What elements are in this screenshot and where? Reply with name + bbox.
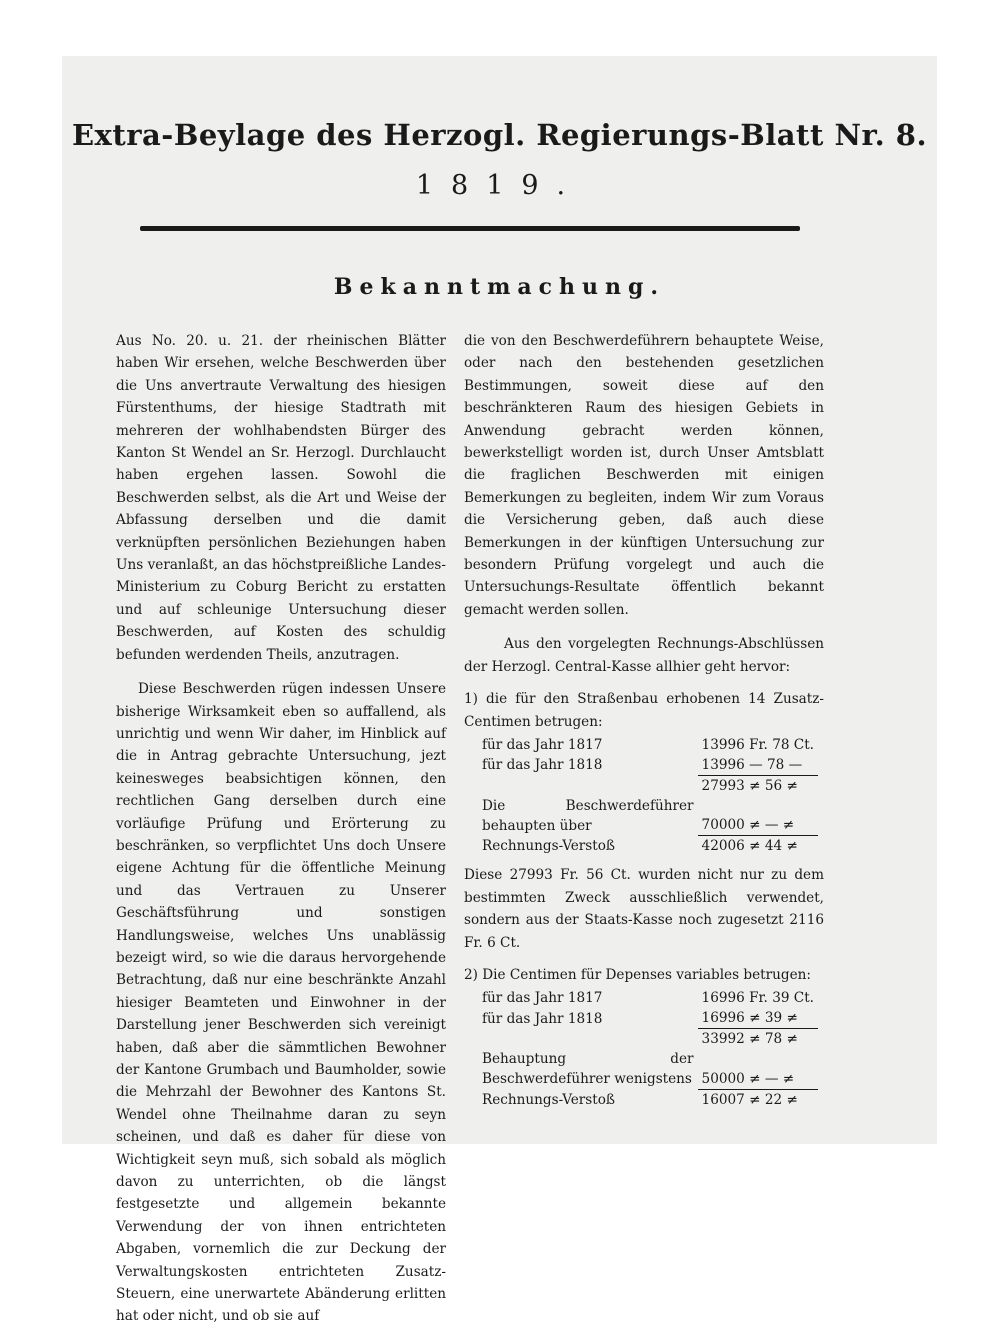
table-row: 27993 ≠ 56 ≠ — [478, 775, 818, 796]
item-1-heading: 1) die für den Straßenbau erhobenen 14 Zusatz-Centimen betrugen: — [464, 691, 824, 730]
paragraph-continuation: die von den Beschwerdeführern behauptete Weise, oder nach den bestehenden gesetzlichen Bestimmungen, soweit diese auf den beschränkteren Raum des hiesigen Gebiets in Anwendung gebracht werden können, bewerkstelligt worden ist, durch Unser Amtsblatt die fraglichen Beschwerden mit einigen Bemerkungen zu begleiten, indem Wir zum Voraus die Versicherung geben, daß auch diese Bemerkungen in der künftigen Untersuchung zur besondern Prüfung vorgelegt und auch die Untersuchungs-Resultate öffentlich bekannt gemacht werden sollen. — [464, 333, 824, 618]
year-line: 1819. — [415, 170, 584, 201]
item-2-heading: 2) Die Centimen für Depenses variables betrugen: — [464, 967, 811, 984]
announcement-title: Bekanntmachung. — [333, 274, 666, 300]
paragraph-2: Diese Beschwerden rügen indessen Unsere bisherige Wirksamkeit eben so auffallend, als unrichtig und wenn Wir daher, im Hinblick auf die in Antrag gebrachte Untersuchung, jezt keinesweges beabsichtigen können, den rechtlichen Gang derselben durch eine vorläufige Prüfung und Erörterung zu beschränken, so verpflichtet Uns doch Unsere eigene Achtung für die öffentliche Meinung und das Vertrauen zu Unserer Geschäftsführung und sonstigen Handlungsweise, welches Uns unablässig bezeigt wird, so wie die daraus hervorgehende Betrachtung, daß nur eine beschränkte Anzahl hiesiger Beamteten und Einwohner in der Darstellung jener Beschwerden sich vereinigt haben, daß aber die sämmtlichen Bewohner der Kantone Grumbach und Baumholder, sowie die Mehrzahl der Bewohner des Kantons St. Wendel ohne Theilnahme daran zu seyn scheinen, und daß es daher für diese von Wichtigkeit seyn muß, sich sobald als möglich davon zu unterrichten, ob die längst festgesetzte und allgemein bekannte Verwendung der von ihnen entrichteten Abgaben, vornemlich die zur Deckung der Verwaltungskosten entrichteten Zusatz-Steuern, eine unerwartete Abänderung erlitten hat oder nicht, und ob sie auf — [116, 681, 446, 1325]
item-2-table — [478, 988, 818, 1110]
item-1-note: Diese 27993 Fr. 56 Ct. wurden nicht nur zu dem bestimmten Zweck ausschließlich verwendet, sondern aus der Staats-Kasse noch zugesetzt 2116 Fr. 6 Ct. — [464, 867, 824, 951]
item-variable-expenses — [464, 964, 824, 1110]
table-row: Rechnungs-Verstoß 16007 ≠ 22 ≠ — [478, 1089, 818, 1110]
table-row: für das Jahr 1818 13996 — 78 — — [482, 756, 803, 774]
table-row: für das Jahr 1818 16996 ≠ 39 ≠ — [482, 1010, 798, 1027]
supplement-header: Extra-Beylage des Herzogl. Regierungs-Blatt Nr. 8. — [71, 118, 928, 152]
document-page — [62, 56, 937, 1325]
right-column — [464, 330, 824, 1110]
left-column — [116, 330, 446, 1328]
paragraph-1: Aus No. 20. u. 21. der rheinischen Blätter haben Wir ersehen, welche Beschwerden über die Uns anvertraute Verwaltung des hiesigen Fürstenthums, der hiesige Stadtrath mit mehreren der wohlhabendsten Bürger des Kanton St Wendel an Sr. Herzogl. Durchlaucht haben ergehen lassen. Sowohl die Beschwerden selbst, als die Art und Weise der Abfassung derselben und die damit verknüpften persönlichen Beziehungen haben Uns veranlaßt, an das höchstpreißliche Landes-Ministerium zu Coburg Bericht zu erstatten und auf schleunige Untersuchung dieser Beschwerden, auf Kosten des schuldig befunden werdenden Theils, anzutragen. — [116, 333, 446, 663]
paragraph-accounts-lead: Aus den vorgelegten Rechnungs-Abschlüssen der Herzogl. Central-Kasse allhier geht hervor: — [464, 636, 824, 675]
table-row: für das Jahr 1817 16996 Fr. 39 Ct. — [482, 990, 814, 1007]
table-row: Behauptung der Beschwerdeführer wenigstens 50000 ≠ — ≠ — [482, 1051, 795, 1088]
table-row: Die Beschwerdeführer behaupten über 70000 ≠ — ≠ — [482, 797, 795, 834]
item-1-table — [478, 735, 818, 857]
table-row: für das Jahr 1817 13996 Fr. 78 Ct. — [482, 736, 814, 753]
item-road-construction — [464, 688, 824, 954]
table-row: 33992 ≠ 78 ≠ — [478, 1029, 818, 1050]
header-rule — [140, 226, 800, 231]
table-row: Rechnungs-Verstoß 42006 ≠ 44 ≠ — [478, 836, 818, 857]
